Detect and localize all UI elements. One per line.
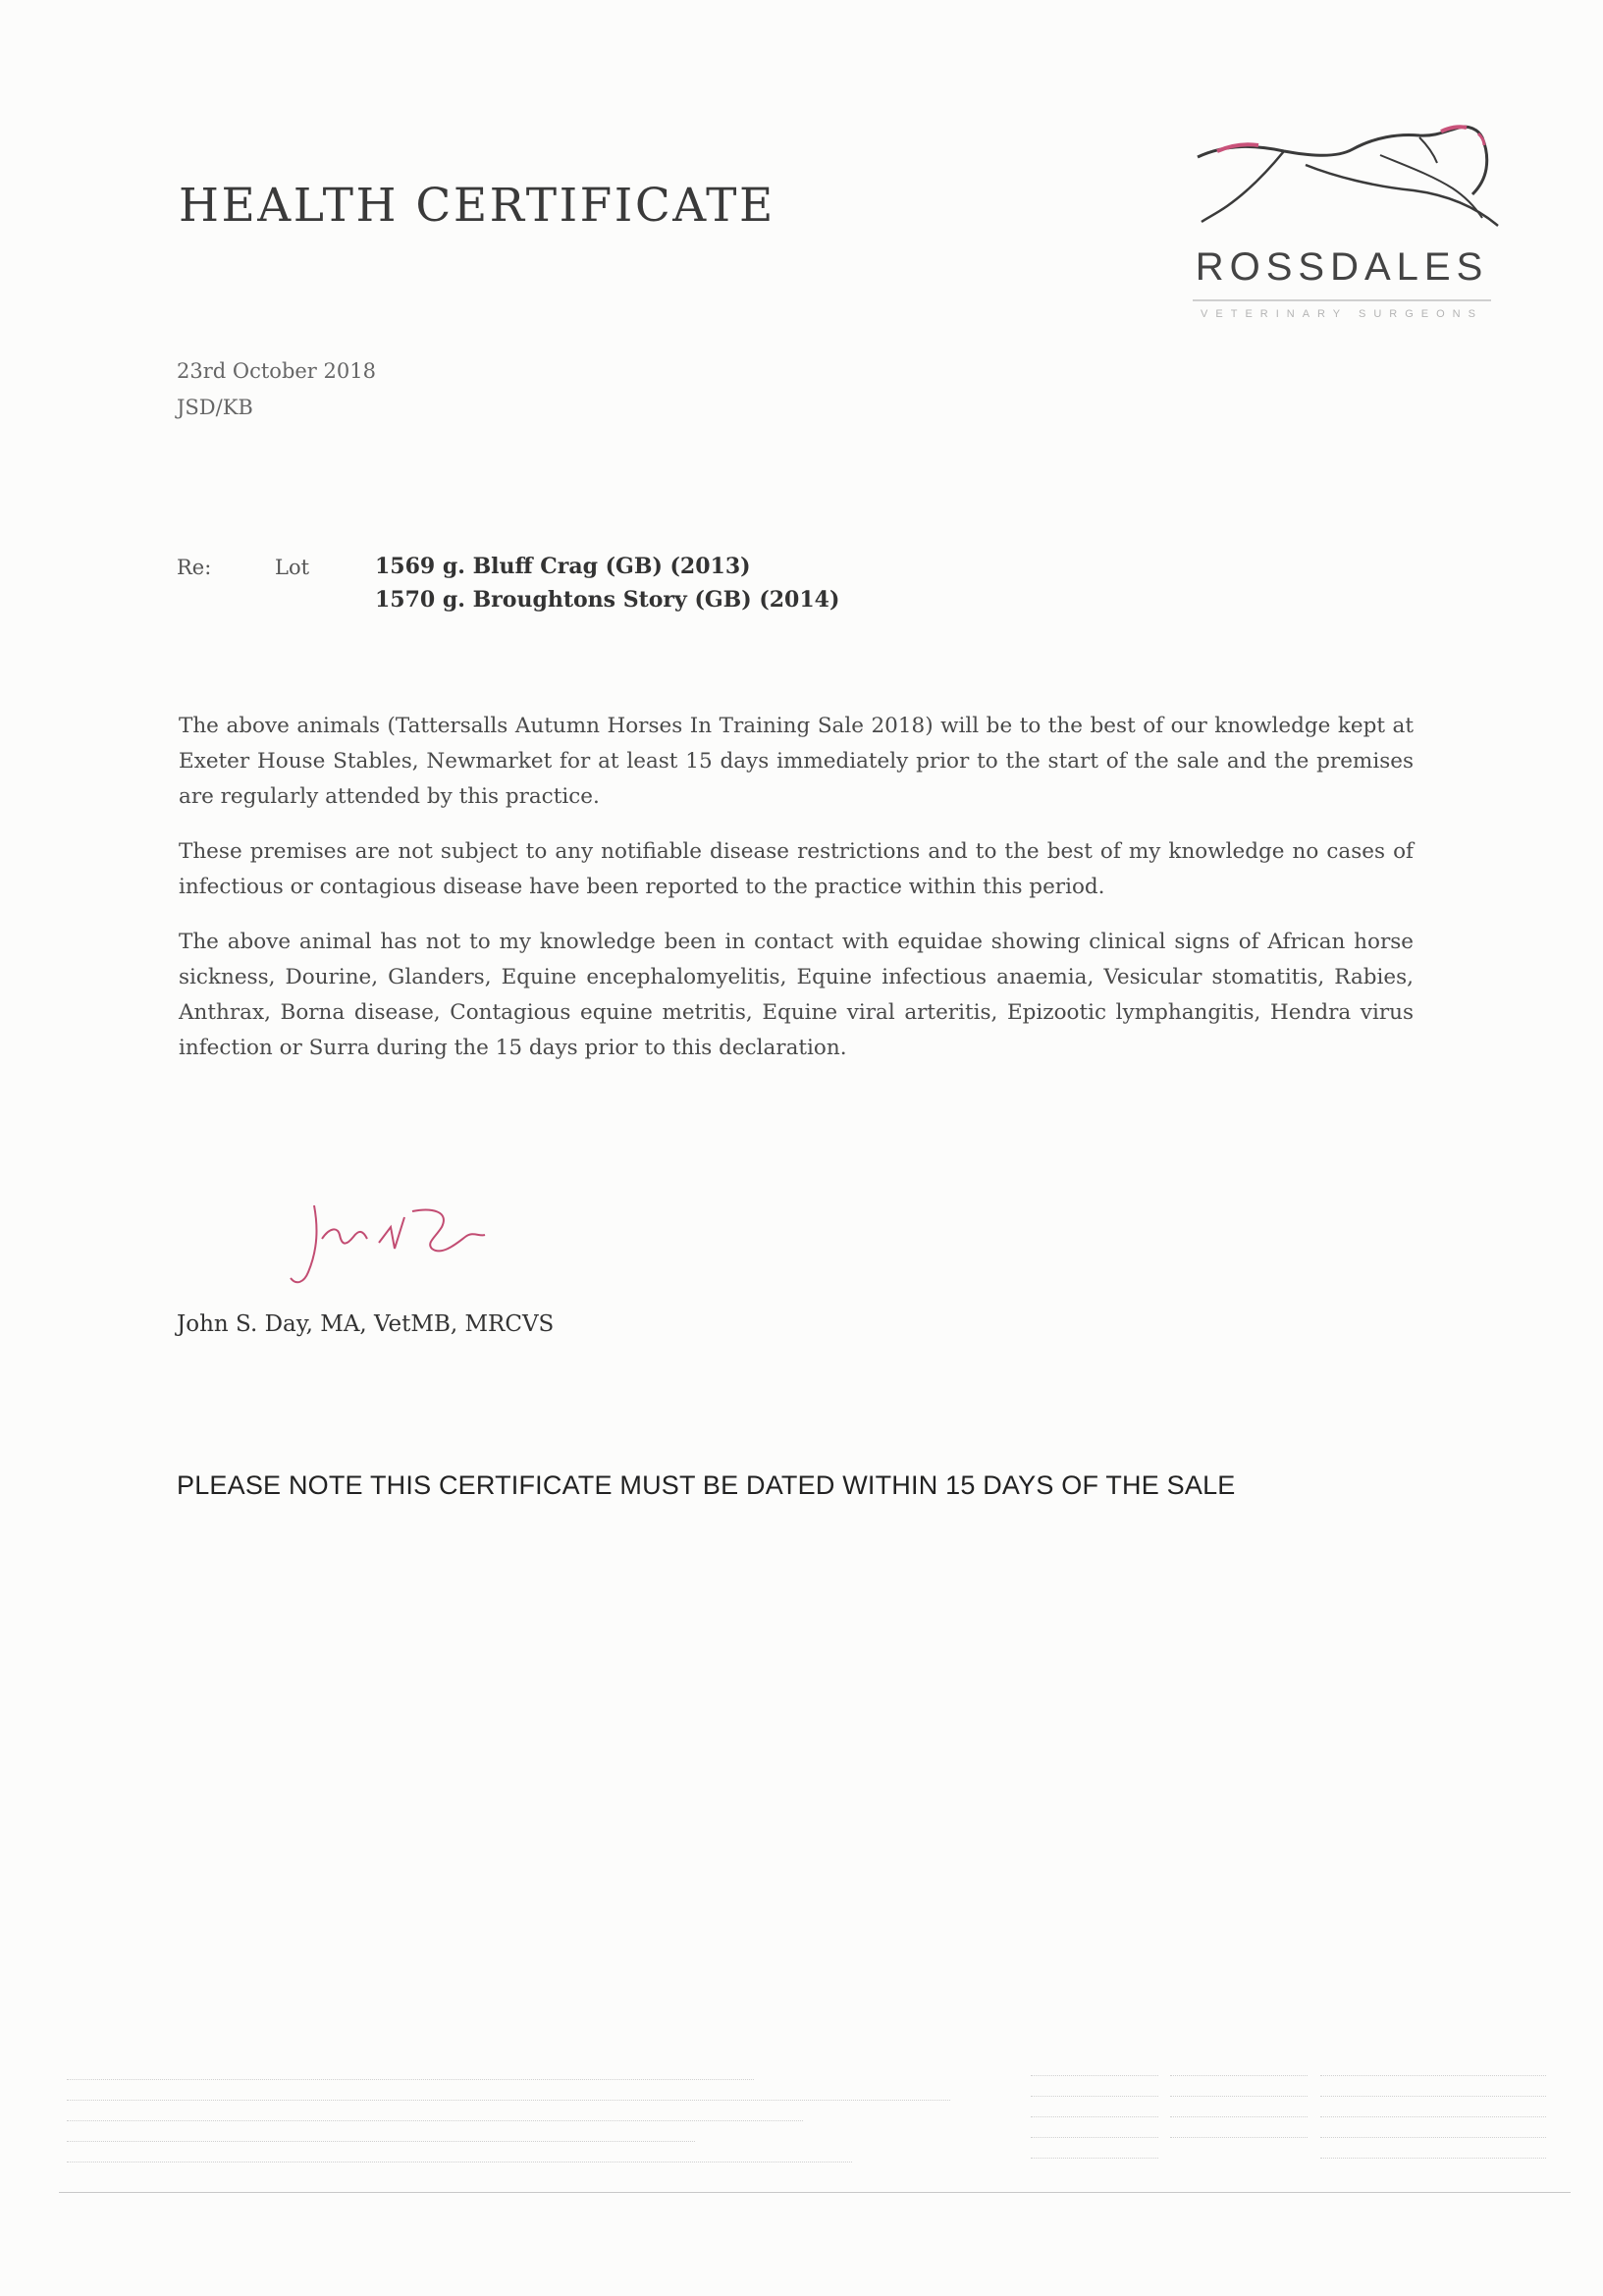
footer-emails bbox=[1320, 2056, 1546, 2159]
signatory-name: John S. Day, MA, VetMB, MRCVS bbox=[177, 1311, 555, 1337]
footer-fax bbox=[1170, 2056, 1308, 2138]
body-paragraph: The above animal has not to my knowledge been in contact with equidae showing clinical signs of African horse sickness, Dourine, Glanders, Equine encephalomyelitis, Equine infectious anaemia, Vesicular stomatitis, Rabies, Anthrax, Borna disease, Contagious equine metritis, Equine viral arteritis, Epizootic lymphangitis, Hendra virus infection or Surra during the 15 days prior to this declaration. bbox=[179, 930, 1414, 1060]
lot-label: Lot bbox=[275, 556, 310, 579]
body-paragraph: The above animals (Tattersalls Autumn Horses In Training Sale 2018) will be to the best of our knowledge kept at Exeter House Stables, Newmarket for at least 15 days immediately prior to the start of the sale and the premises are regularly attended by this practice. bbox=[179, 714, 1414, 809]
brand-name: ROSSDALES bbox=[1195, 245, 1489, 289]
handwritten-signature bbox=[285, 1188, 510, 1296]
brand-tagline: VETERINARY SURGEONS bbox=[1201, 308, 1483, 320]
lot-entry: 1569 g. Bluff Crag (GB) (2013) bbox=[375, 554, 751, 579]
re-label: Re: bbox=[177, 556, 212, 579]
footer-addresses bbox=[67, 2059, 950, 2163]
footer-phones bbox=[1031, 2056, 1158, 2159]
body-paragraph: These premises are not subject to any notifiable disease restrictions and to the best of my knowledge no cases of infectious or contagious disease have been reported to the practice within this period. bbox=[179, 839, 1414, 899]
dating-notice: PLEASE NOTE THIS CERTIFICATE MUST BE DATED WITHIN 15 DAYS OF THE SALE bbox=[177, 1470, 1236, 1500]
brand-divider bbox=[1193, 299, 1491, 301]
galloping-horse-icon bbox=[1188, 116, 1502, 240]
document-title: HEALTH CERTIFICATE bbox=[179, 179, 775, 233]
footer-divider bbox=[59, 2192, 1571, 2193]
lot-entry: 1570 g. Broughtons Story (GB) (2014) bbox=[375, 587, 840, 613]
letter-reference: JSD/KB bbox=[177, 396, 253, 419]
letter-date: 23rd October 2018 bbox=[177, 359, 376, 383]
